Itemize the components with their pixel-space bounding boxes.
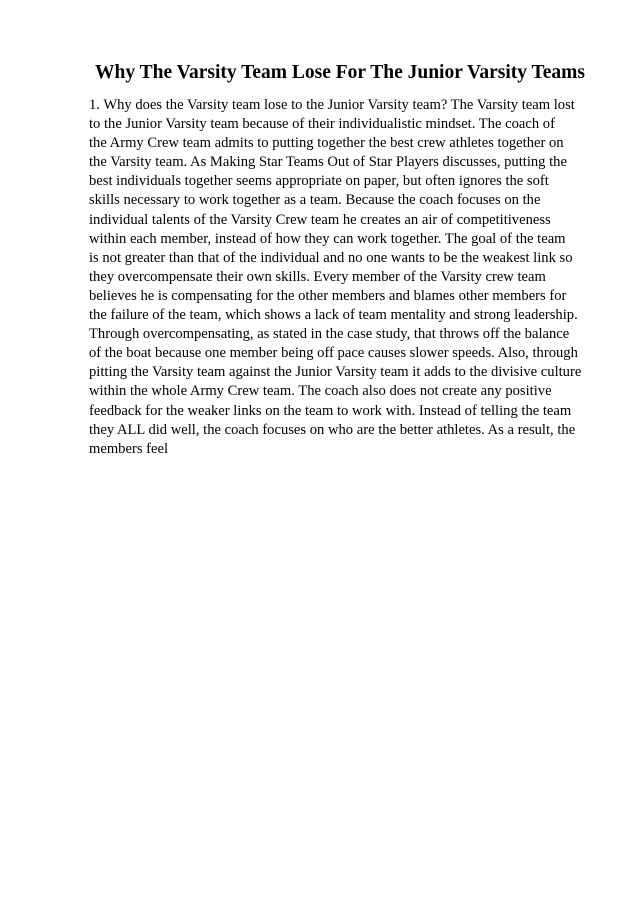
body-line: within the whole Army Crew team. The coach also does not create any positive <box>89 383 552 400</box>
body-line: best individuals together seems appropriate on paper, but often ignores the soft <box>89 173 549 190</box>
document-title: Why The Varsity Team Lose For The Junior Varsity Teams <box>95 62 585 83</box>
body-line: the Army Crew team admits to putting together the best crew athletes together on <box>89 135 564 152</box>
body-line: feedback for the weaker links on the team to work with. Instead of telling the team <box>89 402 572 419</box>
body-line: the failure of the team, which shows a lack of team mentality and strong leadership. <box>89 307 578 324</box>
body-line: individual talents of the Varsity Crew team he creates an air of competitiveness <box>89 211 551 228</box>
body-line: they overcompensate their own skills. Every member of the Varsity crew team <box>89 268 546 285</box>
body-line: within each member, instead of how they can work together. The goal of the team <box>89 230 566 247</box>
body-line: 1. Why does the Varsity team lose to the Junior Varsity team? The Varsity team lost <box>89 97 575 113</box>
body-line: is not greater than that of the individual and no one wants to be the weakest link so <box>89 249 573 266</box>
document-body <box>89 96 599 459</box>
body-line: pitting the Varsity team against the Junior Varsity team it adds to the divisive culture <box>89 364 582 381</box>
body-line: Through overcompensating, as stated in the case study, that throws off the balance <box>89 326 570 343</box>
body-line: the Varsity team. As Making Star Teams Out of Star Players discusses, putting the <box>89 154 567 171</box>
body-line: to the Junior Varsity team because of their individualistic mindset. The coach of <box>89 116 555 133</box>
body-line: believes he is compensating for the other members and blames other members for <box>89 287 567 304</box>
body-line: they ALL did well, the coach focuses on who are the better athletes. As a result, the <box>89 421 576 438</box>
body-line: of the boat because one member being off pace causes slower speeds. Also, through <box>89 345 578 362</box>
body-line: members feel <box>89 440 169 457</box>
body-line: skills necessary to work together as a team. Because the coach focuses on the <box>89 192 541 209</box>
